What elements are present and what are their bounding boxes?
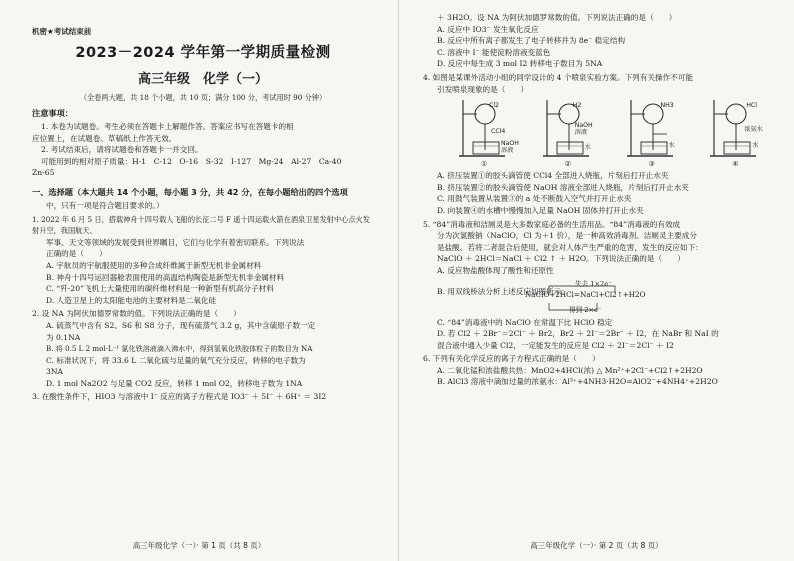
- q5-b-lead: B. 用双线桥法分析上述反应如图所示：: [437, 286, 569, 296]
- q5-option-a: A. 反应物盐酸体现了酸性和还原性: [437, 265, 554, 275]
- note-line: Zn-65: [32, 168, 55, 178]
- redox-equation: NaClO+2HCl=NaCl+Cl2↑+H2O: [525, 289, 646, 299]
- gas-label: H2: [572, 102, 582, 110]
- q4-option-a: A. 挤压装置①的胶头滴管使 CCl4 全部进入烧瓶，片刻后打开止水夹: [437, 171, 669, 181]
- q4-option-c: C. 用鼓气装置从装置③的 a 处不断鼓入空气并打开止水夹: [437, 194, 632, 204]
- q2-option-a: A. 硫蒸气中含有 S2、S6 和 S8 分子，现有硫蒸气 3.2 g，其中含硫原子数一定: [46, 320, 316, 330]
- apparatus-2: [543, 98, 605, 168]
- apparatus-4: [710, 98, 772, 168]
- q1-option-b: B. 神舟十四号运回器舱表面使用的高温结构陶瓷是新型无机非金属材料: [46, 272, 285, 282]
- apparatus-number: ②: [564, 160, 572, 169]
- exam-subtitle: 高三年级 化学（一）: [137, 72, 268, 87]
- q6-stem: 6. 下列有关化学反应的离子方程式正确的是（ ）: [423, 354, 600, 364]
- q1-line: 正确的是（ ）: [46, 249, 107, 259]
- apparatus-number: ③: [648, 160, 655, 169]
- q2-option-c: C. 标准状况下，将 33.6 L 二氧化硫与足量的氧气充分反应，转移的电子数为: [46, 355, 306, 365]
- q3-option-a: A. 反应中 IO3⁻ 发生氧化反应: [437, 24, 539, 34]
- exam-info: （全卷两大题，共 18 个小题，共 10 页；满分 100 分，考试用时 90 分钟）: [79, 93, 327, 102]
- bottom-label: 水: [584, 144, 591, 152]
- electron-gain-label: 得到 2×e⁻: [569, 305, 602, 314]
- q1-option-c: C. “歼-20”飞机上大量使用的碳纤维材料是一种新型有机高分子材料: [46, 284, 274, 294]
- page-1-footer: 高三年级化学（一）· 第 1 页（共 8 页）: [132, 541, 266, 550]
- gas-label: NH3: [660, 102, 674, 110]
- section1-cont: 中，只有一项是符合题目要求的。）: [46, 200, 164, 210]
- bottom-label: 水: [668, 142, 675, 150]
- question-1: [32, 214, 374, 307]
- q3-option-c: C. 溶液中 I⁻ 能使淀粉溶液变蓝色: [437, 47, 551, 57]
- exam-title: 2023－2024 学年第一学期质量检测: [75, 45, 331, 61]
- q2-line: 为 0.1NA: [46, 332, 81, 342]
- q5-line: 混合液中通入少量 Cl2，一定能发生的反应是 Cl2 ＋ 2I⁻＝2Cl⁻ ＋ I2: [437, 340, 674, 350]
- q5-line: NaClO ＋ 2HCl＝NaCl ＋ Cl2 ↑ ＋ H2O。下列说法正确的是（ ）: [437, 254, 685, 264]
- q4-stem: 4. 如图是某课外活动小组的同学设计的 4 个喷泉实验方案。下列有关操作不可能: [423, 72, 693, 82]
- page-2: [398, 0, 794, 561]
- q4-line: 引发喷泉现象的是（ ）: [437, 84, 529, 94]
- apparatus-3: [627, 98, 689, 168]
- flask-diagram: [627, 98, 689, 160]
- question-2: [32, 308, 374, 389]
- q4-option-b: B. 挤压装置②的胶头滴管使 NaOH 溶液全部进入烧瓶，片刻后打开止水夹: [437, 182, 689, 192]
- bottom-label: 水: [752, 142, 759, 150]
- confidential-mark: 机密★考试结束前: [32, 27, 92, 36]
- q5-option-b: [437, 278, 772, 316]
- fountain-apparatus-figure: [423, 98, 772, 168]
- note-line: 可能用到的相对原子质量：H-1 C-12 O-16 S-32 I-127 Mg-24 Al-27 Ca-40: [41, 156, 342, 166]
- q1-line: 发射升空，我国航天、: [32, 214, 370, 236]
- q5-stem: 5. “84”消毒液和洁厕灵是大多数家庭必备的生活用品。“84”消毒液的有效成: [423, 219, 681, 229]
- q6-option-a: A. 二氧化锰和浓盐酸共热：MnO2+4HCl(浓) △ Mn²⁺+2Cl⁻+Cl2↑+2H2O: [437, 365, 703, 375]
- q5-option-d: D. 若 Cl2 ＋ 2Br⁻＝2Cl⁻ ＋ Br2，Br2 ＋ 2I⁻＝2Br⁻ ＋ I2，在 NaBr 和 NaI 的: [437, 329, 719, 339]
- q1-stem: [32, 214, 374, 237]
- q5-option-c: C. “84”消毒液中的 NaClO 在常温下比 HClO 稳定: [437, 317, 613, 327]
- q1-line: 军事、天文等领域的发展受到世界瞩目，它们与化学有着密切联系。下列说法: [46, 237, 305, 247]
- note-line: 2. 考试结束后，请将试题卷和答题卡一并交回。: [41, 145, 203, 155]
- note-line: 1. 本卷为试题卷。考生必须在答题卡上解题作答。答案应书写在答题卡的相: [41, 122, 294, 131]
- section1-heading: 一、选择题（本大题共 14 个小题，每小题 3 分，共 42 分，在每小题给出的四个选项: [32, 186, 348, 197]
- q5-line: 是盐酸。若将二者混合后使用，就会对人体产生严重的危害，发生的反应如下：: [437, 242, 703, 252]
- page-2-footer: 高三年级化学（一）· 第 2 页（共 8 页）: [530, 541, 663, 550]
- liquid-label: NaOH 溶液: [574, 122, 593, 137]
- gas-label: Cl2: [489, 102, 499, 110]
- liquid-label: 浓氨水: [744, 126, 763, 134]
- gas-label: HCl: [746, 102, 757, 110]
- q1-option-d: D. 人造卫星上的太阳能电池的主要材料是二氧化硅: [46, 295, 217, 305]
- q1-line: 1. 2022 年 6 月 5 日，搭载神舟十四号载人飞船的长征二号 F 遥十四运载火箭在酒泉卫星发射中心点火: [32, 214, 363, 224]
- bottom-label: NaOH 溶液: [501, 140, 519, 155]
- liquid-label: CCl4: [491, 128, 506, 136]
- q3-option-d: D. 反应中每生成 3 mol I2 转移电子数目为 5NA: [437, 59, 603, 69]
- notes-heading: 注意事项：: [32, 108, 73, 118]
- question-3-stem: 3. 在酸性条件下，HIO3 与溶液中 I⁻ 反应的离子方程式是 IO3⁻ ＋ 5I⁻ ＋ 6H⁺ ＝ 3I2: [32, 392, 327, 402]
- q1-option-a: A. 宇航员的宇航服使用的多种合成纤维属于新型无机非金属材料: [46, 260, 262, 270]
- electron-loss-label: 失去 1×2e⁻: [575, 279, 612, 288]
- apparatus-1: [459, 98, 521, 168]
- note-line: 应位置上，在试题卷、草稿纸上作答无效。: [32, 133, 177, 143]
- q2-stem: 2. 设 NA 为阿伏加德罗常数的值。下列说法正确的是（ ）: [32, 309, 241, 319]
- apparatus-number: ①: [481, 160, 488, 169]
- q3-line: ＋ 3H2O。设 NA 为阿伏加德罗常数的值。下列说法正确的是（ ）: [437, 13, 677, 22]
- q3-option-b: B. 反应中所有离子都发生了电子转移并为 8e⁻ 稳定结构: [437, 36, 626, 46]
- q2-option-d: D. 1 mol Na2O2 与足量 CO2 反应，转移 1 mol O2，转移电子数为 1NA: [46, 378, 303, 388]
- q2-line: 3NA: [46, 367, 63, 377]
- q5-line: 分为次氯酸钠（NaClO，Cl 为＋1 价），是一种高效消毒剂。洁厕灵主要成分: [437, 231, 697, 241]
- q2-option-b: B. 将 0.5 L 2 mol·L⁻¹ 氯化铁溶液滴入沸水中，得到氢氧化铁胶体粒子的数目为 NA: [46, 344, 313, 354]
- q4-option-d: D. 向装置④的水槽中慢慢加入足量 NaOH 固体并打开止水夹: [437, 205, 644, 215]
- q6-option-b: B. AlCl3 溶液中滴加过量的浓氨水：Al³⁺+4NH3·H2O=AlO2⁻+4NH4⁺+2H2O: [437, 377, 718, 387]
- apparatus-number: ④: [732, 160, 739, 169]
